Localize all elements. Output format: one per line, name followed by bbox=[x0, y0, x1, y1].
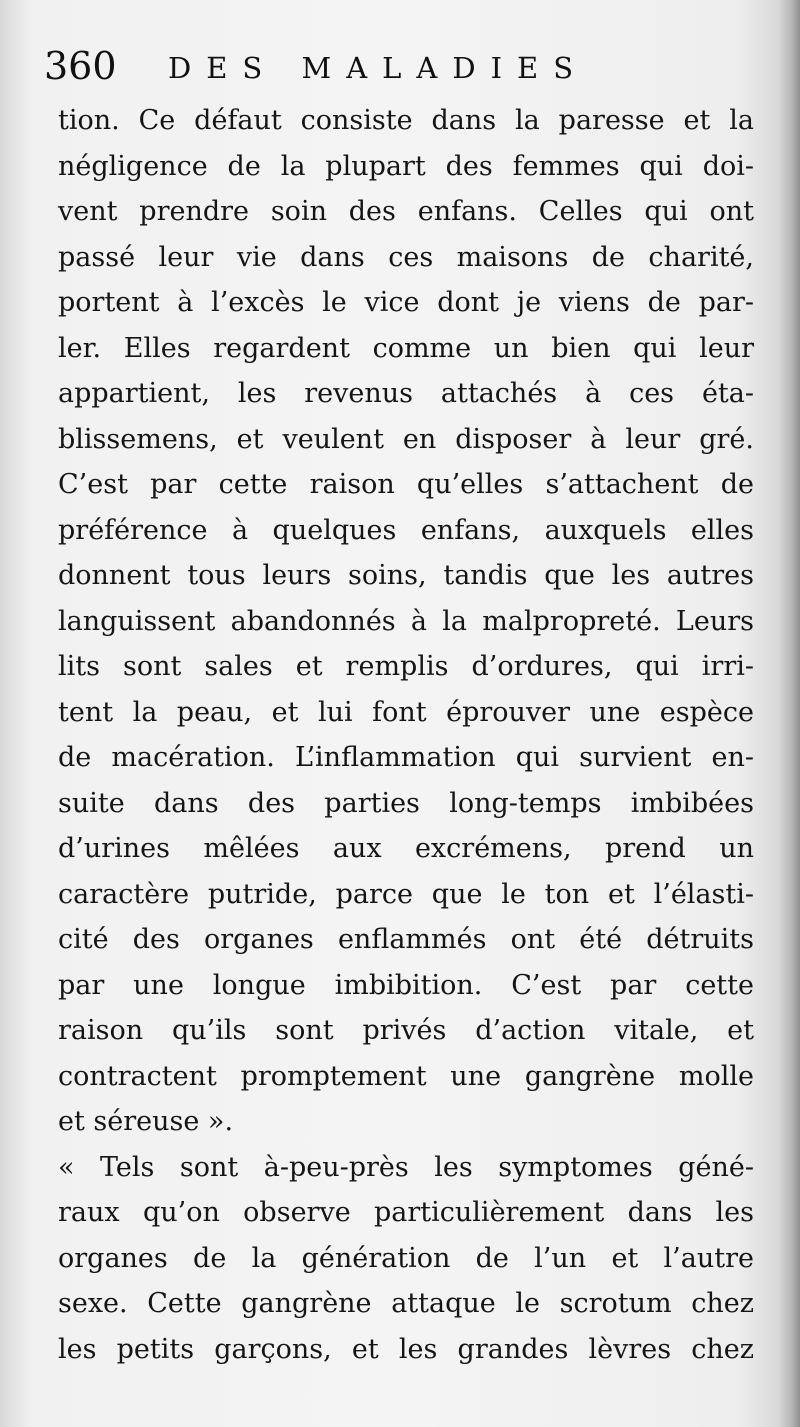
text-line: contractent promptement une gangrène molle bbox=[58, 1060, 754, 1092]
text-line: raux qu’on observe particulièrement dans les bbox=[58, 1197, 754, 1228]
text-line: organes de la génération de l’un et l’autre bbox=[58, 1242, 754, 1274]
text-line: tent la peau, et lui font éprouver une espèce bbox=[58, 696, 754, 728]
text-line: vent prendre soin des enfans. Celles qui ont bbox=[58, 196, 754, 227]
body-text bbox=[58, 98, 754, 1372]
text-line: préférence à quelques enfans, auxquels elles bbox=[58, 514, 754, 546]
text-line: suite dans des parties long-temps imbibées bbox=[58, 787, 754, 819]
text-line: négligence de la plupart des femmes qui doi- bbox=[58, 150, 754, 182]
text-line: donnent tous leurs soins, tandis que les autres bbox=[58, 560, 754, 591]
text-line: appartient, les revenus attachés à ces éta- bbox=[58, 378, 754, 409]
text-line: ler. Elles regardent comme un bien qui leur bbox=[58, 332, 754, 364]
running-title: DES MALADIES bbox=[168, 51, 589, 85]
text-line: de macération. L’inflammation qui survient en- bbox=[58, 742, 754, 773]
text-line: sexe. Cette gangrène attaque le scrotum chez bbox=[58, 1288, 754, 1319]
page-header bbox=[44, 42, 744, 96]
text-line: et séreuse ». bbox=[58, 1106, 234, 1137]
text-line: lits sont sales et remplis d’ordures, qui irri- bbox=[58, 651, 754, 682]
text-line: C’est par cette raison qu’elles s’attachent de bbox=[58, 469, 754, 500]
page-number: 360 bbox=[44, 44, 117, 88]
page-edge-shadow bbox=[778, 0, 800, 1427]
text-line: blissemens, et veulent en disposer à leur gré. bbox=[58, 423, 754, 455]
text-line: cité des organes enflammés ont été détruits bbox=[58, 924, 754, 955]
text-line: caractère putride, parce que le ton et l’élasti- bbox=[58, 878, 754, 910]
text-line: portent à l’excès le vice dont je viens de par- bbox=[58, 287, 754, 318]
text-line: tion. Ce défaut consiste dans la paresse et la bbox=[58, 105, 754, 136]
text-line: raison qu’ils sont privés d’action vitale, et bbox=[58, 1015, 754, 1046]
text-line: passé leur vie dans ces maisons de charité, bbox=[58, 241, 754, 273]
text-line: d’urines mêlées aux excrémens, prend un bbox=[58, 833, 754, 864]
text-line: par une longue imbibition. C’est par cette bbox=[58, 969, 754, 1001]
text-line: « Tels sont à-peu-près les symptomes géné- bbox=[58, 1151, 754, 1183]
text-line: les petits garçons, et les grandes lèvres chez bbox=[58, 1333, 754, 1365]
text-line: languissent abandonnés à la malpropreté. Leurs bbox=[58, 605, 754, 637]
